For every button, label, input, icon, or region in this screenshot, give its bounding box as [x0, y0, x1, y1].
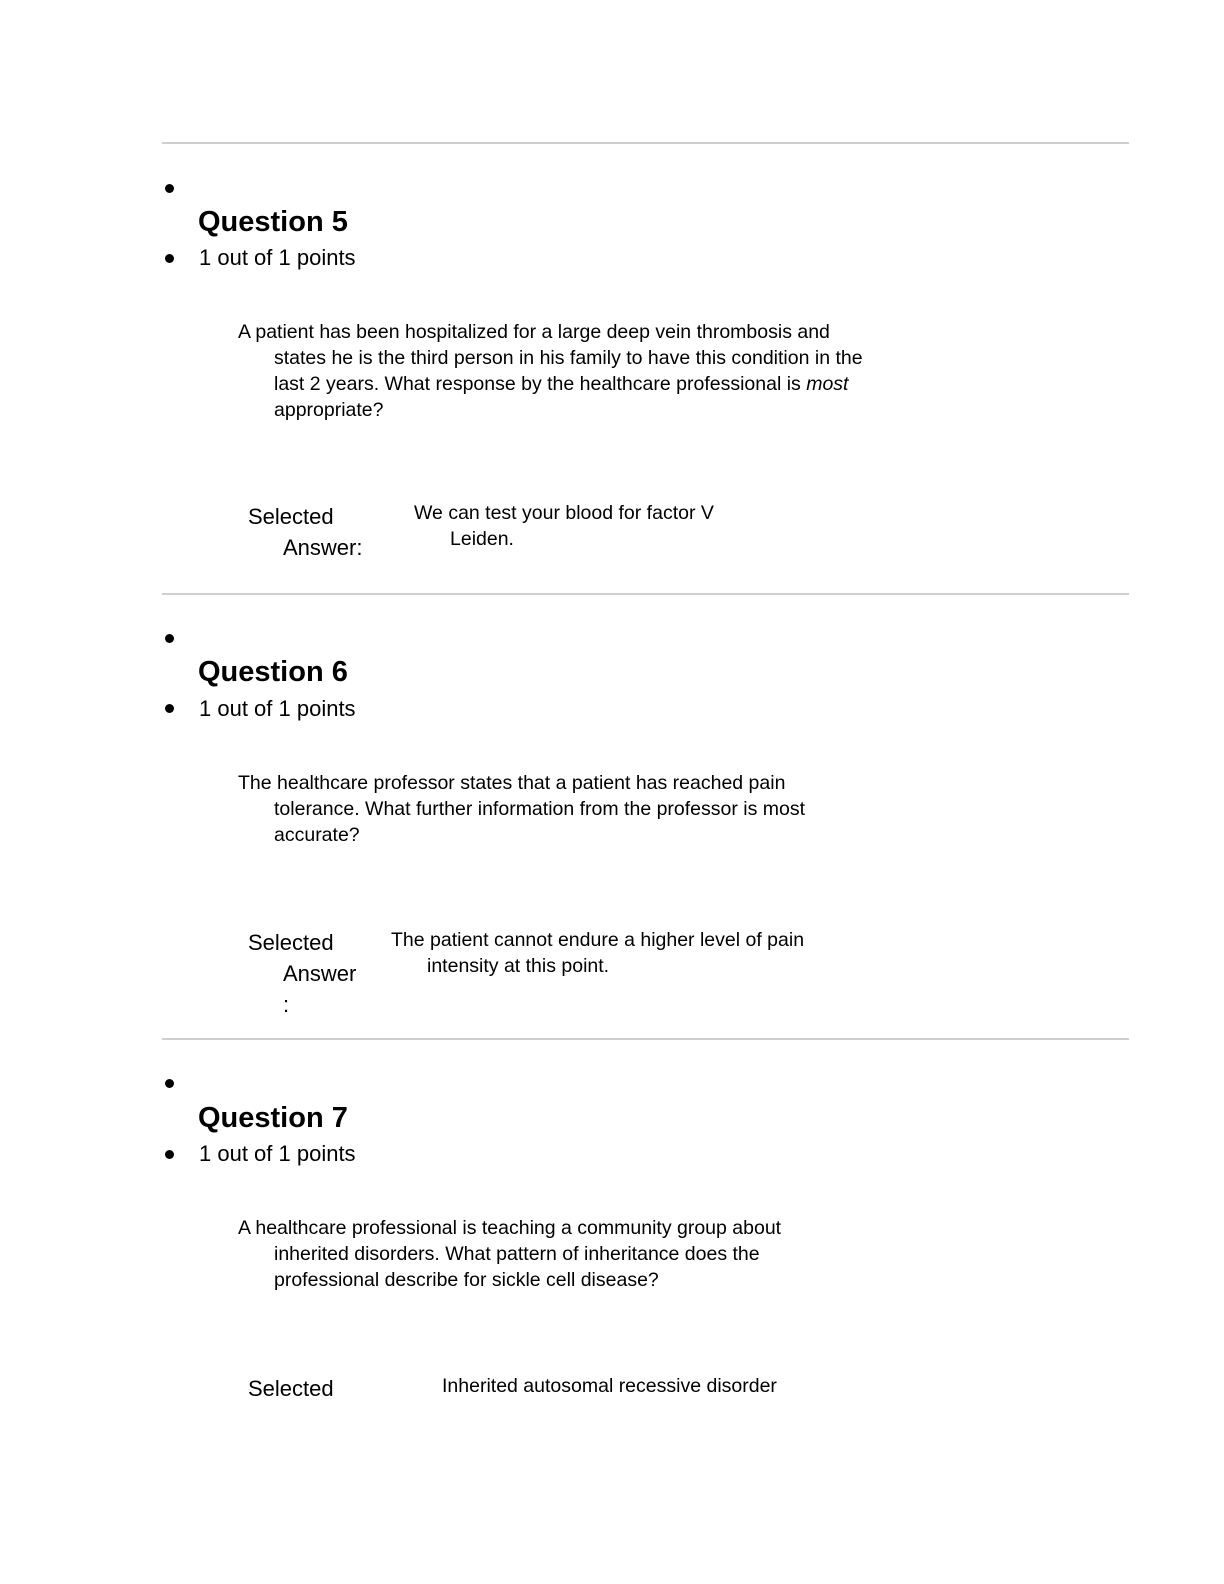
- label-line: Selected: [248, 930, 334, 955]
- bullet-icon: [165, 1150, 174, 1159]
- divider: [162, 1038, 1129, 1040]
- question-7-points: 1 out of 1 points: [199, 1141, 356, 1166]
- bullet-icon: [165, 254, 174, 263]
- divider: [162, 593, 1129, 595]
- question-text-part: A patient has been hospitalized for a large deep vein thrombosis and states he is the third person in his family to have this condition in the last 2 years. What response by the healthcare professional is: [238, 321, 863, 395]
- label-line: Answer: [283, 961, 357, 986]
- divider: [162, 142, 1129, 144]
- selected-answer-label: Selected Answer:: [248, 504, 363, 560]
- selected-answer-label: [248, 927, 356, 1020]
- question-5-points: 1 out of 1 points: [199, 245, 356, 270]
- question-6-text: The healthcare professor states that a patient has reached pain tolerance. What further information from the professor is most accurate?: [238, 772, 806, 846]
- question-5-title: Question 5: [198, 206, 348, 238]
- selected-answer-value: The patient cannot endure a higher level of pain intensity at this point.: [391, 929, 805, 977]
- bullet-icon: [165, 704, 174, 713]
- question-7-text: A healthcare professional is teaching a community group about inherited disorders. What pattern of inheritance does the professional describe for sickle cell disease?: [238, 1217, 782, 1291]
- selected-answer-label: Selected: [248, 1376, 334, 1401]
- bullet-icon: [165, 1079, 174, 1088]
- question-5-text: [238, 319, 879, 423]
- bullet-icon: [165, 634, 174, 643]
- bullet-icon: [165, 184, 174, 193]
- label-line: :: [283, 992, 290, 1017]
- question-text-part: appropriate?: [274, 399, 384, 421]
- emphasis-text: most: [806, 373, 849, 395]
- selected-answer-value: Inherited autosomal recessive disorder: [442, 1375, 777, 1397]
- question-7-title: Question 7: [198, 1102, 348, 1134]
- question-6-title: Question 6: [198, 656, 348, 688]
- question-6-points: 1 out of 1 points: [199, 696, 356, 721]
- selected-answer-value: We can test your blood for factor V Leiden.: [414, 502, 714, 550]
